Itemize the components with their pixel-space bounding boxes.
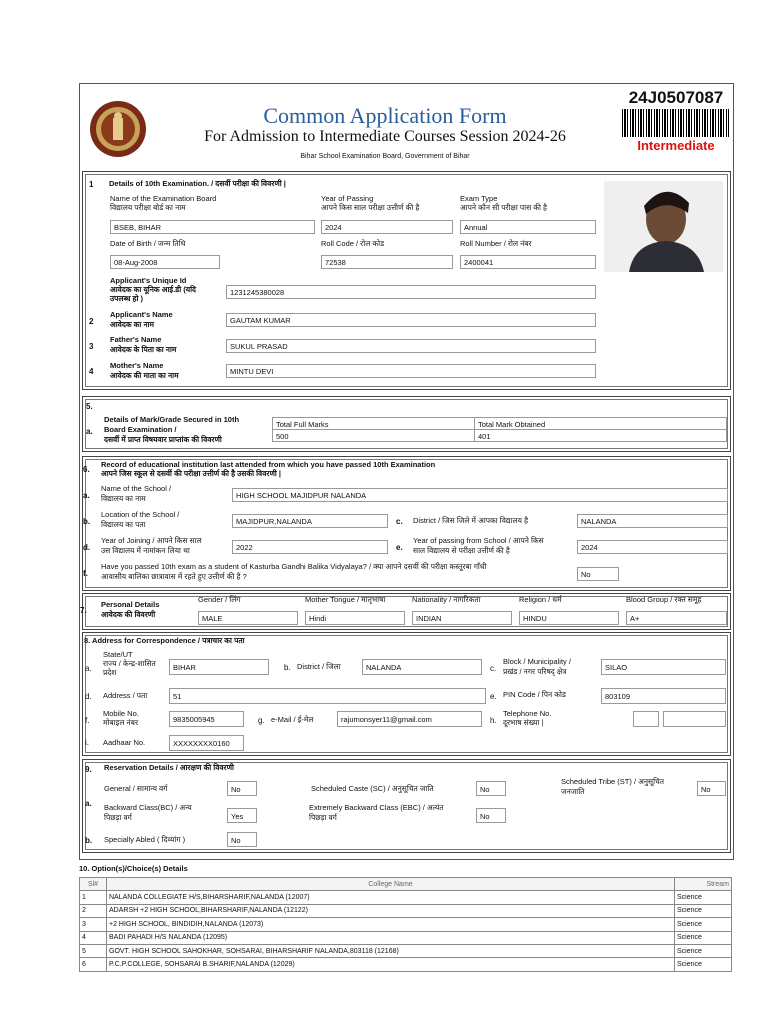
sec1-heading: Details of 10th Examination. / दसवीं परीक्षा की विवरणी | (109, 179, 286, 188)
table-cell: GOVT. HIGH SCHOOL SAHOKHAR, SOHSARAI, BIHARSHARIF NALANDA,803118 (12168) (107, 944, 675, 957)
col-stream: Stream (675, 878, 732, 891)
sec-sub: e. (396, 543, 403, 552)
pass-year-field[interactable]: 2024 (577, 540, 728, 554)
bc-label-hi: पिछड़ा वर्ग (104, 813, 132, 822)
mobile-field[interactable]: 9835005945 (169, 711, 244, 727)
block-label: Block / Municipality / (503, 657, 571, 666)
reservation-heading: Reservation Details / आरक्षण की विवरणी (104, 763, 234, 772)
religion-field[interactable]: HINDU (519, 611, 619, 625)
sec-sub: d. (85, 692, 92, 701)
mobile-label-hi: मोबाइल नंबर (103, 718, 139, 727)
table-cell: P.C.P.COLLEGE, SOHSARAI B.SHARIF,NALANDA (12029) (107, 958, 675, 971)
father-name-label: Father's Name (110, 335, 162, 344)
gender-field[interactable]: MALE (198, 611, 298, 625)
sec-sub: d. (83, 543, 91, 552)
school-district-field[interactable]: NALANDA (577, 514, 728, 528)
table-cell: BADI PAHADI H/S NALANDA (12095) (107, 931, 675, 944)
ebc-label-hi: पिछड़ा वर्ग (309, 813, 337, 822)
state-field[interactable]: BIHAR (169, 659, 269, 675)
applicant-photo (604, 181, 723, 272)
exam-board-label: Name of the Examination Board (110, 194, 217, 203)
school-name-label-hi: विद्यालय का नाम (101, 494, 146, 503)
tongue-label: Mother Tongue / मातृभाषा (305, 595, 386, 604)
form-subtitle: For Admission to Intermediate Courses Session 2024-26 (204, 128, 566, 145)
email-field[interactable]: rajumonsyer11@gmail.com (337, 711, 482, 727)
sec-sub: a. (85, 664, 92, 673)
father-name-field[interactable]: SUKUL PRASAD (226, 339, 596, 353)
mother-name-label-hi: आवेदक की माता का नाम (110, 371, 179, 380)
sc-field[interactable]: No (476, 781, 506, 796)
tongue-field[interactable]: Hindi (305, 611, 405, 625)
email-label: e-Mail / ई-मेल (271, 715, 314, 724)
nationality-field[interactable]: INDIAN (412, 611, 512, 625)
table-cell: ADARSH +2 HIGH SCHOOL,BIHARSHARIF,NALANDA (12122) (107, 904, 675, 917)
dob-field[interactable]: 08-Aug-2008 (110, 255, 220, 269)
nationality-label: Nationality / नागरिकता (412, 595, 481, 604)
mother-name-label: Mother's Name (110, 361, 164, 370)
roll-no-label: Roll Number / रोल नंबर (460, 239, 532, 248)
uid-field[interactable]: 1231245380028 (226, 285, 596, 299)
school-district-label: District / जिस जिले में आपका विद्यालय है (413, 516, 529, 525)
sec-num: 5. (86, 402, 93, 411)
year-label-hi: आपने किस साल परीक्षा उत्तीर्ण की है (321, 203, 420, 212)
school-name-label: Name of the School / (101, 484, 172, 493)
applicant-name-label-hi: आवेदक का नाम (110, 320, 155, 329)
school-location-field[interactable]: MAJIDPUR,NALANDA (232, 514, 388, 528)
sec-num: 6. (83, 465, 90, 474)
mother-name-field[interactable]: MINTU DEVI (226, 364, 596, 378)
sec-sub: h. (490, 716, 497, 725)
sec-sub: c. (396, 517, 403, 526)
table-cell: 5 (80, 944, 107, 957)
blood-field[interactable]: A+ (626, 611, 727, 625)
table-cell: 6 (80, 958, 107, 971)
course-level: Intermediate (637, 138, 715, 153)
year-field[interactable]: 2024 (321, 220, 453, 234)
sec-num: 9. (85, 765, 92, 774)
personal-label-hi: आवेदक की विवरणी (101, 610, 156, 619)
sec-sub: b. (83, 517, 91, 526)
roll-no-field[interactable]: 2400041 (460, 255, 596, 269)
gender-label: Gender / लिंग (198, 595, 241, 604)
general-label: General / सामान्य वर्ग (104, 784, 168, 793)
school-name-field[interactable]: HIGH SCHOOL MAJIDPUR NALANDA (232, 488, 728, 502)
table-cell: +2 HIGH SCHOOL, BINDIDIH,NALANDA (12073) (107, 918, 675, 931)
year-label: Year of Passing (321, 194, 374, 203)
state-label: State/UT (103, 650, 133, 659)
sec-sub: e. (490, 692, 497, 701)
telephone-label: Telephone No. (503, 709, 552, 718)
address-label: Address / पता (103, 691, 148, 700)
table-cell: Science (675, 958, 732, 971)
pin-field[interactable]: 803109 (601, 688, 726, 704)
col-slno: Sl# (80, 878, 107, 891)
bseb-logo (89, 100, 147, 158)
sec-sub: g. (258, 716, 265, 725)
sec-num: 1 (89, 180, 94, 189)
join-year-field[interactable]: 2022 (232, 540, 388, 554)
marks-label: Details of Mark/Grade Secured in 10th (104, 415, 240, 424)
sec-sub: b. (85, 836, 93, 845)
block-field[interactable]: SILAO (601, 659, 726, 675)
exam-board-label-hi: विद्यालय परीक्षा बोर्ड का नाम (110, 203, 186, 212)
table-row (80, 891, 732, 904)
application-number: 24J0507087 (628, 88, 724, 107)
table-row (80, 918, 732, 931)
father-name-label-hi: आवेदक के पिता का नाम (110, 345, 177, 354)
aadhaar-label: Aadhaar No. (103, 738, 146, 747)
kgbv-label: Have you passed 10th exam as a student of Kasturba Gandhi Balika Vidyalaya? / क्या आपने दसवीं की परीक्षा कस्तूरबा गाँधी (101, 562, 487, 571)
type-label: Exam Type (460, 194, 498, 203)
pwd-field[interactable]: No (227, 832, 257, 847)
sec-sub: i. (85, 738, 89, 747)
aadhaar-field[interactable]: XXXXXXXX0160 (169, 735, 244, 751)
general-field[interactable]: No (227, 781, 257, 796)
st-label: Scheduled Tribe (ST) / अनुसूचित (561, 777, 665, 786)
pass-year-label: Year of passing from School / आपने किस (413, 536, 544, 545)
obtained-marks-header: Total Mark Obtained (474, 417, 727, 430)
table-row (80, 958, 732, 971)
sec-sub: f. (83, 569, 88, 578)
col-college: College Name (107, 878, 675, 891)
roll-code-label: Roll Code / रोल कोड (321, 239, 385, 248)
table-row (80, 904, 732, 917)
applicant-name-label: Applicant's Name (110, 310, 173, 319)
table-cell: 2 (80, 904, 107, 917)
form-title: Common Application Form (263, 103, 507, 128)
applicant-name-field[interactable]: GAUTAM KUMAR (226, 313, 596, 327)
district-field[interactable]: NALANDA (362, 659, 482, 675)
table-cell: Science (675, 931, 732, 944)
pass-year-label-hi: साल विद्यालय से परीक्षा उत्तीर्ण की है (413, 546, 510, 555)
sec-sub: a. (86, 427, 93, 436)
type-field[interactable]: Annual (460, 220, 596, 234)
uid-label-hi2: उपलब्ध हो ) (110, 294, 144, 303)
options-table (79, 877, 732, 972)
sec-num: 2 (89, 317, 94, 326)
kgbv-field[interactable]: No (577, 567, 619, 581)
table-cell: Science (675, 891, 732, 904)
table-row (80, 931, 732, 944)
exam-board-field[interactable]: BSEB, BIHAR (110, 220, 315, 234)
personal-label: Personal Details (101, 600, 160, 609)
telephone-std-field[interactable] (633, 711, 659, 727)
table-cell: 3 (80, 918, 107, 931)
dob-label: Date of Birth / जन्म तिथि (110, 239, 186, 248)
table-row (80, 944, 732, 957)
table-cell: 1 (80, 891, 107, 904)
sec-sub: c. (490, 664, 497, 673)
bc-label: Backward Class(BC) / अन्य (104, 803, 192, 812)
school-location-label-hi: विद्यालय का पता (101, 520, 146, 529)
barcode (622, 109, 729, 137)
join-year-label-hi: उस विद्यालय में नामांकन लिया था (101, 546, 190, 555)
table-cell: Science (675, 944, 732, 957)
sec-sub: b. (284, 663, 291, 672)
religion-label: Religion / धर्म (519, 595, 562, 604)
ebc-label: Extremely Backward Class (EBC) / अत्यंत (309, 803, 444, 812)
sec-sub: a. (85, 799, 92, 808)
marks-label-2: Board Examination / (104, 425, 177, 434)
sec-num: 4 (89, 367, 94, 376)
uid-label: Applicant's Unique Id (110, 276, 187, 285)
telephone-label-hi: दूरभाष संख्या | (503, 718, 544, 727)
marks-label-hi: दसवीं में प्राप्त विषयवार प्राप्तांक की विवरणी (104, 435, 222, 444)
options-heading: 10. Option(s)/Choice(s) Details (79, 864, 188, 873)
kgbv-label-hi: आवासीय बालिका छात्रावास में रहते हुए उत्तीर्ण की है ? (101, 572, 247, 581)
table-cell: NALANDA COLLEGIATE H/S,BIHARSHARIF,NALANDA (12007) (107, 891, 675, 904)
sec-sub: f. (85, 716, 90, 725)
sc-label: Scheduled Caste (SC) / अनुसूचित जाति (311, 784, 434, 793)
full-marks-header: Total Full Marks (272, 417, 475, 430)
block-label-hi: प्रखंड / नगर परिषद् क्षेत्र (503, 667, 567, 676)
table-cell: Science (675, 904, 732, 917)
pin-label: PIN Code / पिन कोड (503, 690, 566, 699)
ebc-field[interactable]: No (476, 808, 506, 823)
roll-code-field[interactable]: 72538 (321, 255, 453, 269)
school-location-label: Location of the School / (101, 510, 180, 519)
uid-label-hi: आवेदक का यूनिक आई.डी (यदि (110, 285, 196, 294)
bc-field[interactable]: Yes (227, 808, 257, 823)
pwd-label: Specially Abled ( दिव्यांग ) (104, 835, 186, 844)
st-label-hi: जनजाति (561, 787, 585, 796)
school-heading-hi: आपने जिस स्कूल से दसवीं की परीक्षा उत्तीर्ण की है उसकी विवरणी | (101, 469, 281, 478)
school-heading: Record of educational institution last attended from which you have passed 10th Examination (101, 460, 436, 469)
sec-num: 7. (80, 606, 87, 615)
blood-label: Blood Group / रक्त समूह (626, 595, 702, 604)
district-label: District / जिला (297, 662, 341, 671)
table-cell: 4 (80, 931, 107, 944)
board-name: Bihar School Examination Board, Government of Bihar (300, 153, 470, 160)
st-field[interactable]: No (697, 781, 726, 796)
address-field[interactable]: 51 (169, 688, 486, 704)
table-cell: Science (675, 918, 732, 931)
sec-num: 3 (89, 342, 94, 351)
obtained-marks-value: 401 (474, 429, 727, 442)
sec-sub: a. (83, 491, 90, 500)
state-label-hi2: प्रदेश (103, 668, 117, 677)
full-marks-value: 500 (272, 429, 475, 442)
join-year-label: Year of Joining / आपने किस साल (101, 536, 202, 545)
type-label-hi: आपने कौन सी परीक्षा पास की है (460, 203, 548, 212)
address-heading: 8. Address for Correspondence / पत्राचार का पता (84, 636, 245, 645)
mobile-label: Mobile No. (103, 709, 139, 718)
state-label-hi: राज्य / केन्द्र-शासित (103, 659, 156, 668)
telephone-field[interactable] (663, 711, 726, 727)
